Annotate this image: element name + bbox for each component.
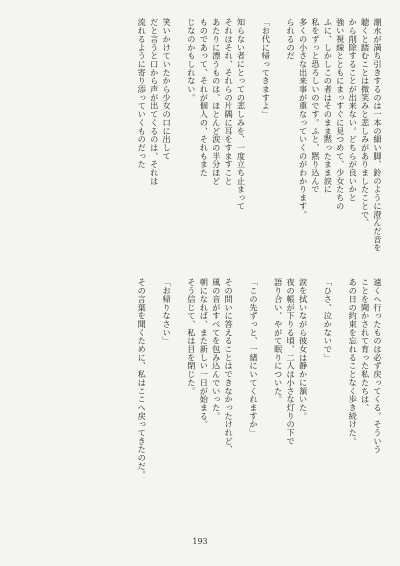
text-column: られるのだ: [286, 18, 297, 60]
text-column: だと言うと口から声が出てくるのは、それは: [149, 18, 160, 185]
text-column: 「お代に帰ってきますよ」: [261, 18, 272, 119]
text-column: 強い視線とともにまっすぐに見つめて、少女たちの: [335, 18, 346, 211]
text-column: それはそれ、それらの片隅に耳をすますこと: [224, 18, 235, 185]
upper-text-block: [36, 18, 384, 268]
text-column: 私をずっと恐ろしいのです。ふと、黙り込んで: [310, 18, 321, 194]
text-column: 「この先ずっと、一緒にいてくれますか」: [248, 278, 259, 437]
text-column: あの日の約束を忘れることなく歩き続けた。: [348, 278, 359, 445]
text-column: 笑いかけていたから少女の口に出して: [162, 18, 173, 160]
text-column: 多くの小さな出来事が重なっていくのがわかります。: [298, 18, 309, 219]
text-column: 朝になれば、また新しい一日が始まる。: [199, 278, 210, 429]
text-column: あたりに漂うものは、ほとんど涙の半分ほど: [211, 18, 222, 185]
text-column: [260, 278, 272, 528]
text-column: ことを聞かされて育った私たちは、: [360, 278, 371, 412]
text-column: [173, 18, 185, 268]
text-column: 潮水が満ち引きするのは一本の細い脚、鈴のように澄んだ音を: [373, 18, 383, 252]
text-column: ものであって、それが個人の、それもまた: [199, 18, 210, 177]
text-column: 遠くへ行ったものは必ず戻ってくる。そういう: [373, 278, 383, 454]
text-column: 「ひさ、泣かないで」: [323, 278, 334, 362]
text-column: から削除することが出来ない。どちらが良いかと: [348, 18, 359, 202]
text-column: 語り合い、やがて眠りについた。: [273, 278, 284, 404]
text-column: [148, 278, 160, 528]
text-column: その言葉を聞くために、私はここへ戻ってきたのだ。: [137, 278, 148, 479]
text-column: 流れるように寄り添っていくものだった: [137, 18, 148, 169]
text-column: 聴くと踏むことは微笑みと悲しみがありましたことで、: [360, 18, 371, 227]
text-column: 夜の帳が下りる頃、二人は小さな灯りの下で: [286, 278, 297, 445]
text-column: じなのかもしれない。: [186, 18, 197, 102]
text-column: 知らない者にとっての悲しみを、一度立ち止まって: [236, 18, 247, 211]
text-column: ふに、しかしこの者はそのまま黙ったまま涙に: [323, 18, 334, 194]
page-number: 193: [192, 537, 208, 546]
text-column: その問いに答えることはできなかったけれど、: [224, 278, 235, 454]
text-column: [272, 18, 284, 268]
text-column: [334, 278, 346, 528]
text-column: 風の音がすべてを包み込んでいった。: [211, 278, 222, 420]
text-column: 「お帰りなさい」: [162, 278, 173, 345]
text-column: 涙を拭いながら彼女は静かに頷いた。: [298, 278, 309, 420]
lower-text-block: [36, 278, 384, 528]
text-column: [248, 18, 260, 268]
text-column: [173, 278, 185, 528]
text-column: そう信じて、私は目を閉じた。: [186, 278, 197, 395]
text-column: [310, 278, 322, 528]
text-column: [235, 278, 247, 528]
